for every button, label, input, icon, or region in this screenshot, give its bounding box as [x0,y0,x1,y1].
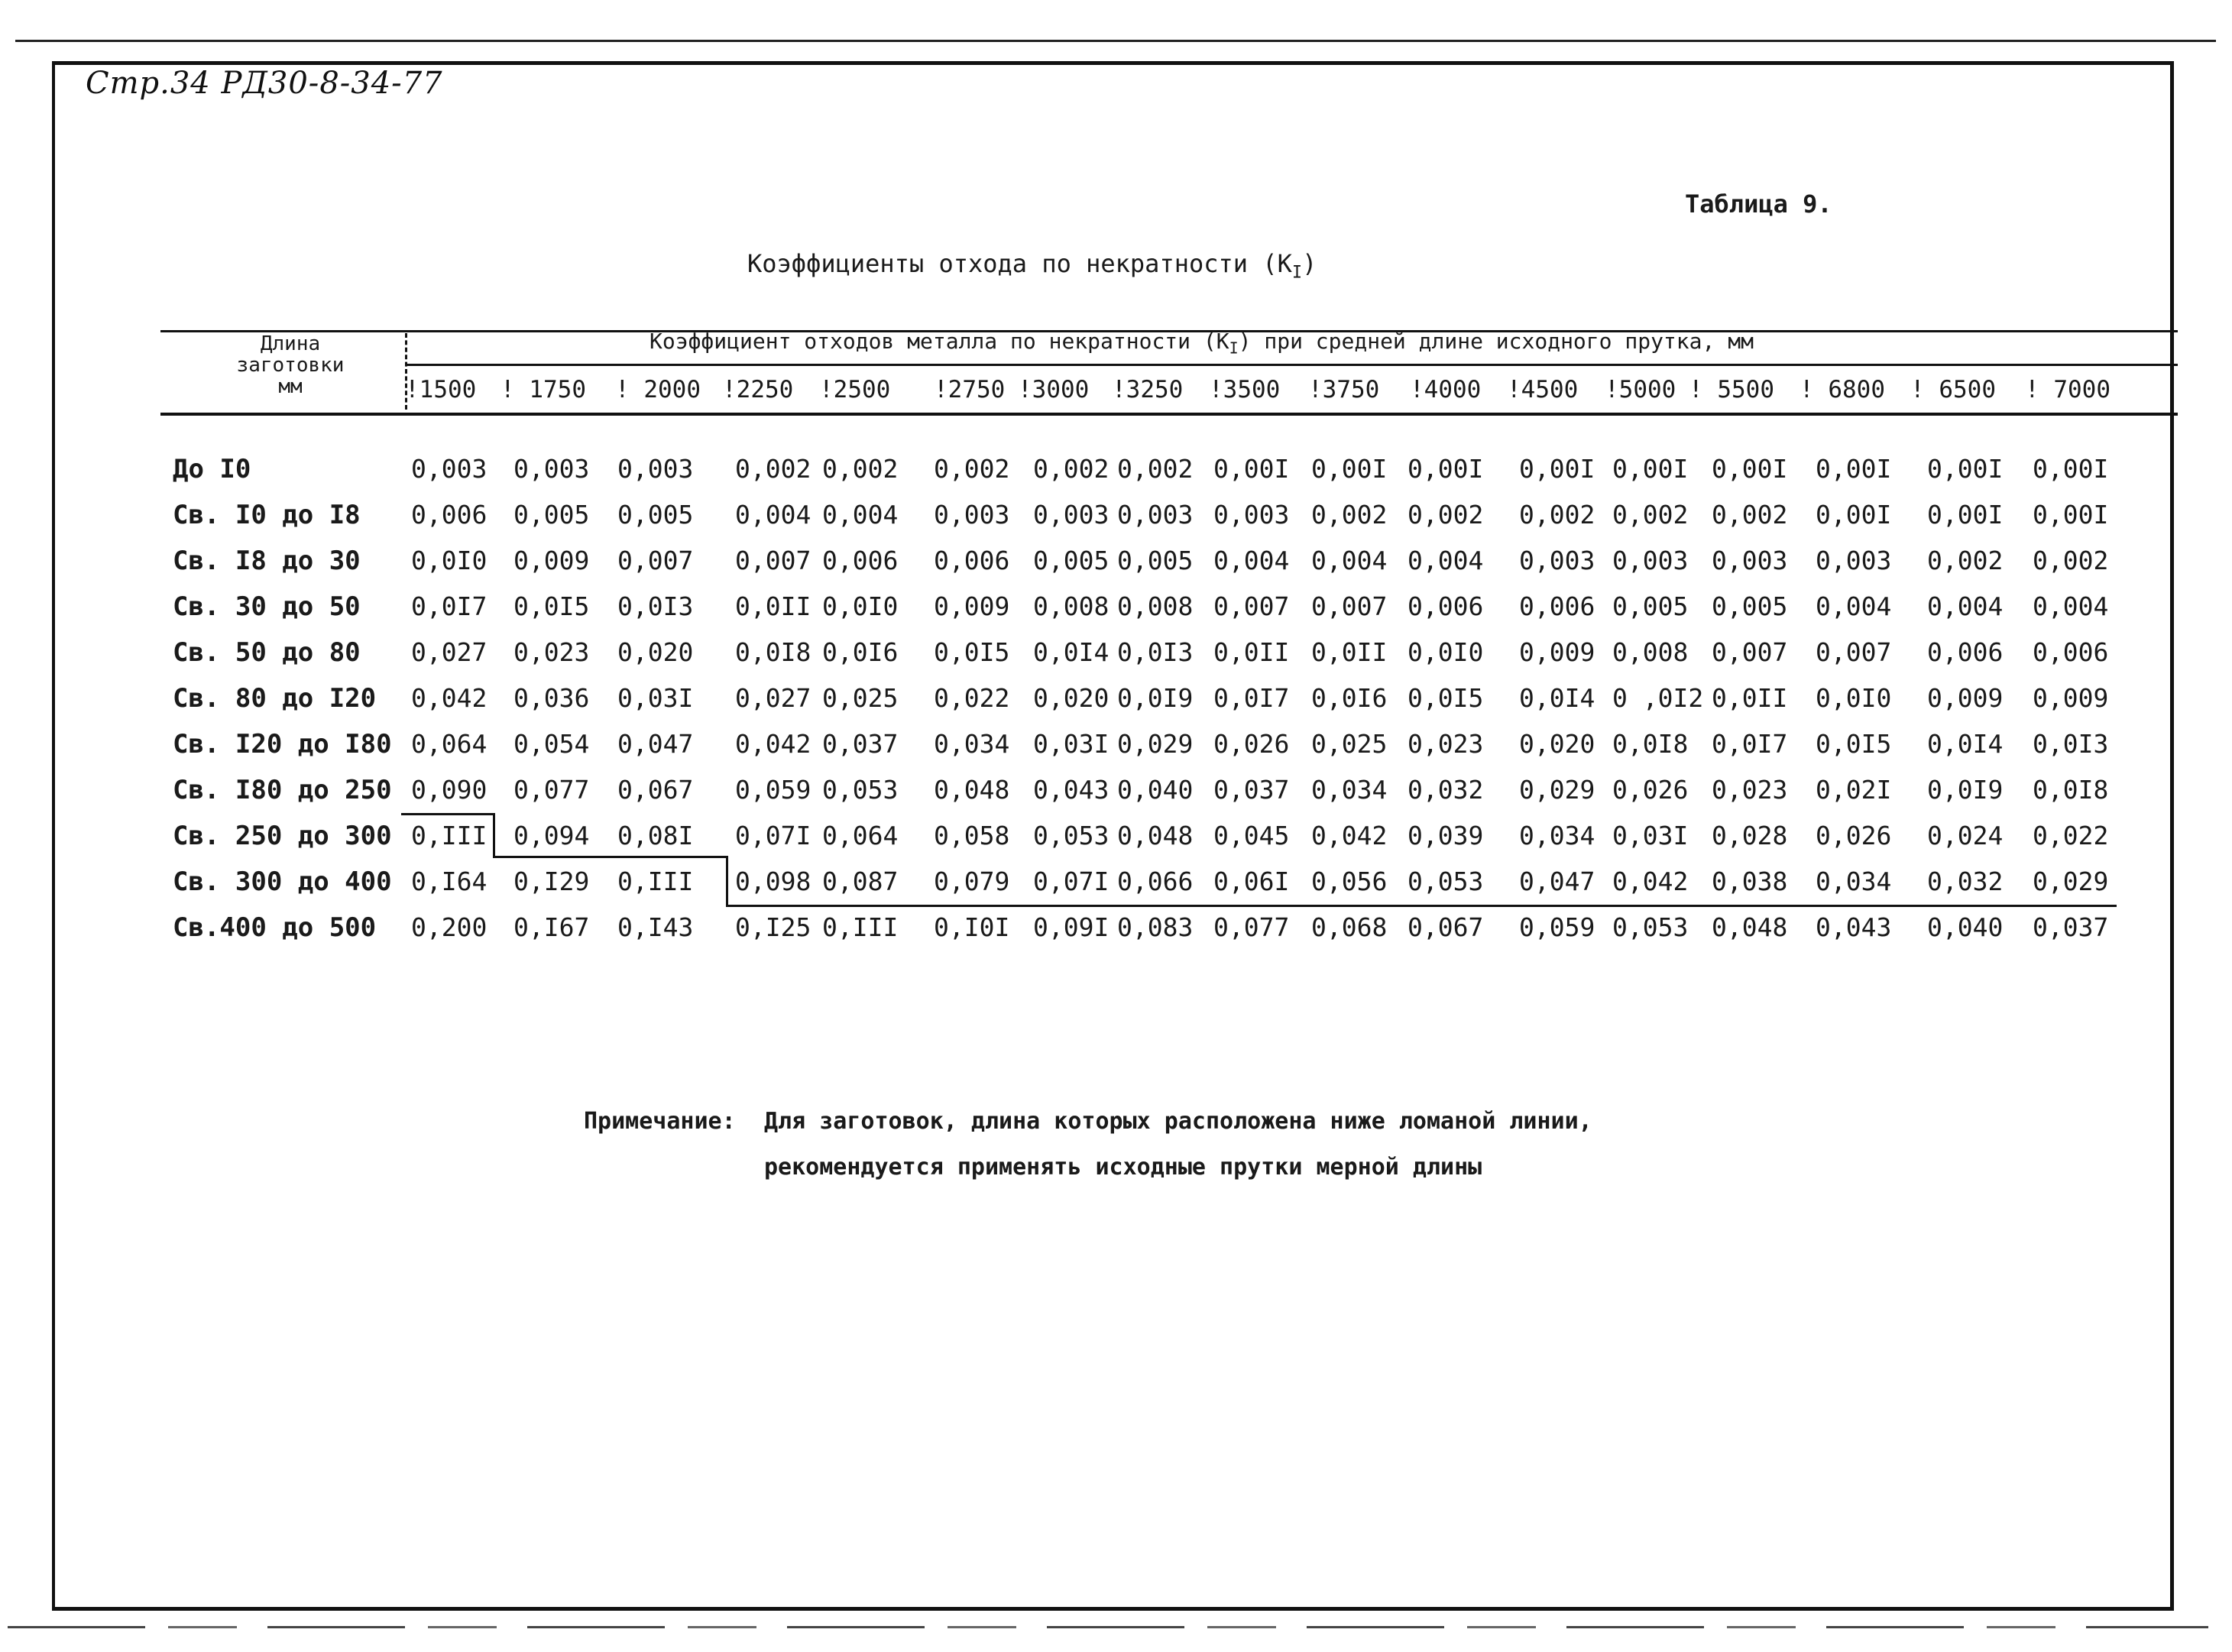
table-cell: 0,098 [735,866,811,896]
table-cell: 0,0I8 [735,637,811,667]
column-group-header: Коэффициент отходов металла по некратности $(K_I)$ при средней длине исходного прутка, мм [650,329,1754,358]
row-label: Св. 80 до I20 [173,683,377,714]
table-cell: 0,047 [617,729,694,759]
table-cell: 0,I0I [934,912,1010,942]
table-cell: 0,064 [411,729,488,759]
table-cell: 0,0I3 [2033,729,2109,759]
table-cell: 0,067 [617,775,694,805]
table-cell: 0,042 [411,683,488,713]
table-cell: 0,005 [1712,591,1788,621]
row-label: Св. I0 до I8 [173,500,361,530]
table-cell: 0,027 [735,683,811,713]
table-cell: 0,025 [1311,729,1388,759]
table-cell: 0,0I8 [1612,729,1689,759]
column-header: !5000 [1605,376,1676,403]
table-cell: 0,0I4 [1927,729,2004,759]
table-cell: 0,002 [1117,454,1194,484]
broken-line-segment [401,813,494,815]
table-cell: 0,III [822,912,899,942]
column-header: ! 6800 [1800,376,1885,403]
table-cell: 0,003 [1213,500,1290,530]
table-cell: 0,002 [1612,500,1689,530]
table-cell: 0,042 [735,729,811,759]
table-cell: 0,042 [1311,821,1388,850]
table-cell: 0,0I5 [1408,683,1484,713]
table-cell: 0,040 [1117,775,1194,805]
table-cell: 0,0I0 [411,546,488,575]
table-cell: 0,006 [1519,591,1595,621]
table-cell: 0,00I [1712,454,1788,484]
table-cell: 0,0I5 [1816,729,1892,759]
table-cell: 0,020 [1033,683,1110,713]
table-cell: 0,039 [1408,821,1484,850]
table-cell: 0,034 [934,729,1010,759]
table-cell: 0,III [617,866,694,896]
table-cell: 0,004 [1927,591,2004,621]
broken-line-segment [726,905,2117,907]
table-cell: 0,053 [822,775,899,805]
table-cell: 0,020 [617,637,694,667]
table-cell: 0,002 [822,454,899,484]
table-cell: 0,00I [1927,454,2004,484]
column-header: !2750 [934,376,1006,403]
table-cell: 0,003 [934,500,1010,530]
table-cell: 0,045 [1213,821,1290,850]
table-cell: 0,029 [1117,729,1194,759]
scan-edge-bottom [8,1626,2208,1628]
table-cell: 0,064 [822,821,899,850]
row-label: Св. 50 до 80 [173,637,361,668]
table-cell: 0,028 [1712,821,1788,850]
table-cell: 0,048 [1712,912,1788,942]
table-cell: 0,004 [1213,546,1290,575]
column-header: !4000 [1410,376,1482,403]
table-cell: 0,043 [1033,775,1110,805]
column-header: !3500 [1209,376,1281,403]
table-cell: 0,053 [1033,821,1110,850]
table-cell: 0,006 [934,546,1010,575]
table-cell: 0,002 [1408,500,1484,530]
table-cell: 0,053 [1612,912,1689,942]
table-cell: 0,005 [1612,591,1689,621]
table-number: Таблица 9. [1685,189,1832,219]
table-cell: 0,002 [2033,546,2109,575]
table-cell: 0,07I [735,821,811,850]
document-stamp: Стр.34 РД30-8-34-77 [86,66,443,101]
table-cell: 0,0I0 [1408,637,1484,667]
table-cell: 0,0I9 [1117,683,1194,713]
column-header: !2250 [722,376,794,403]
table-cell: 0,0I7 [1213,683,1290,713]
table-cell: 0,I67 [513,912,590,942]
column-header: ! 5500 [1689,376,1774,403]
row-label: Св. I8 до 30 [173,546,361,576]
note-text-line-1: Для заготовок, длина которых расположена ниже ломаной линии, [764,1108,1592,1135]
table-cell: 0,058 [934,821,1010,850]
table-cell: 0,200 [411,912,488,942]
row-header-line: Длина [260,332,321,355]
column-header: ! 6500 [1910,376,1996,403]
header-bottom-rule [160,413,2178,416]
table-cell: 0,034 [1519,821,1595,850]
table-cell: 0,004 [735,500,811,530]
table-cell: 0,009 [934,591,1010,621]
broken-line-segment [493,813,495,857]
table-cell: 0,006 [2033,637,2109,667]
table-cell: 0,023 [1408,729,1484,759]
table-cell: 0,037 [2033,912,2109,942]
table-cell: 0,004 [1311,546,1388,575]
header-sub-rule [405,364,2178,366]
table-cell: 0,03I [1612,821,1689,850]
table-cell: 0,002 [1311,500,1388,530]
table-cell: 0,026 [1213,729,1290,759]
table-cell: 0,06I [1213,866,1290,896]
column-header: ! 1750 [500,376,586,403]
table-cell: 0,020 [1519,729,1595,759]
table-cell: 0,00I [2033,500,2109,530]
table-cell: 0,007 [617,546,694,575]
table-cell: 0,077 [513,775,590,805]
table-cell: 0,009 [2033,683,2109,713]
table-cell: 0,007 [1311,591,1388,621]
table-cell: 0,083 [1117,912,1194,942]
table-cell: 0,003 [1033,500,1110,530]
table-cell: 0,087 [822,866,899,896]
table-cell: 0,005 [617,500,694,530]
table-cell: 0,00I [1311,454,1388,484]
table-cell: 0,0I3 [617,591,694,621]
row-label: До I0 [173,454,251,484]
table-cell: 0,029 [2033,866,2109,896]
table-cell: 0,008 [1612,637,1689,667]
table-cell: 0,I64 [411,866,488,896]
table-cell: 0,053 [1408,866,1484,896]
table-cell: 0,059 [735,775,811,805]
table-cell: 0,0I5 [513,591,590,621]
table-cell: 0,054 [513,729,590,759]
table-cell: 0,026 [1816,821,1892,850]
row-label: Св. 30 до 50 [173,591,361,622]
scan-edge-top [15,40,2216,42]
table-cell: 0,006 [1408,591,1484,621]
table-cell: 0,002 [1712,500,1788,530]
note-label: Примечание: [584,1108,736,1135]
table-cell: 0,00I [1612,454,1689,484]
table-cell: 0,0II [1213,637,1290,667]
row-header-line: мм [278,375,303,398]
table-cell: 0,III [411,821,488,850]
table-cell: 0,002 [1033,454,1110,484]
table-cell: 0,0I8 [2033,775,2109,805]
table-cell: 0,090 [411,775,488,805]
table-cell: 0,023 [513,637,590,667]
table-cell: 0,0I6 [822,637,899,667]
row-label: Св. 250 до 300 [173,821,392,851]
table-cell: 0,0I4 [1033,637,1110,667]
table-cell: 0,043 [1816,912,1892,942]
row-label: Св.400 до 500 [173,912,377,943]
table-cell: 0,0I5 [934,637,1010,667]
table-cell: 0,002 [934,454,1010,484]
table-cell: 0,077 [1213,912,1290,942]
table-cell: 0,006 [411,500,488,530]
table-cell: 0,I29 [513,866,590,896]
table-cell: 0,003 [1816,546,1892,575]
table-cell: 0,007 [1816,637,1892,667]
table-cell: 0,003 [513,454,590,484]
table-cell: 0,0II [1712,683,1788,713]
column-header: !3750 [1308,376,1380,403]
row-header-title [160,333,420,397]
table-cell: 0,006 [822,546,899,575]
table-cell: 0,0I4 [1519,683,1595,713]
broken-line-segment [726,856,728,906]
table-cell: 0,005 [513,500,590,530]
table-cell: 0,037 [1213,775,1290,805]
table-cell: 0,022 [934,683,1010,713]
table-cell: 0,004 [822,500,899,530]
table-cell: 0,023 [1712,775,1788,805]
table-cell: 0,006 [1927,637,2004,667]
table-cell: 0,042 [1612,866,1689,896]
table-cell: 0,048 [934,775,1010,805]
table-cell: 0,094 [513,821,590,850]
table-cell: 0,007 [1712,637,1788,667]
table-cell: 0,067 [1408,912,1484,942]
table-cell: 0,029 [1519,775,1595,805]
table-cell: 0,005 [1117,546,1194,575]
table-cell: 0,03I [1033,729,1110,759]
table-cell: 0,032 [1927,866,2004,896]
row-label: Св. I80 до 250 [173,775,392,805]
table-cell: 0,003 [411,454,488,484]
table-cell: 0,00I [1927,500,2004,530]
table-cell: 0,0II [735,591,811,621]
table-cell: 0,007 [735,546,811,575]
table-cell: 0,004 [1408,546,1484,575]
column-header: !3000 [1018,376,1090,403]
table-cell: 0,00I [2033,454,2109,484]
column-header: !3250 [1112,376,1184,403]
table-cell: 0,0I7 [1712,729,1788,759]
table-cell: 0,009 [513,546,590,575]
table-cell: 0,056 [1311,866,1388,896]
note-text-line-2: рекомендуется применять исходные прутки мерной длины [764,1154,1482,1181]
table-cell: 0,025 [822,683,899,713]
table-cell: 0,038 [1712,866,1788,896]
table-cell: 0,00I [1519,454,1595,484]
column-header: !2500 [819,376,891,403]
table-cell: 0,048 [1117,821,1194,850]
table-cell: 0,027 [411,637,488,667]
table-cell: 0,0I9 [1927,775,2004,805]
table-cell: 0,00I [1816,454,1892,484]
row-label: Св. 300 до 400 [173,866,392,897]
table-cell: 0,0I0 [822,591,899,621]
table-cell: 0,037 [822,729,899,759]
table-cell: 0,03I [617,683,694,713]
table-cell: 0,0II [1311,637,1388,667]
table-cell: 0,0I6 [1311,683,1388,713]
table-cell: 0,I25 [735,912,811,942]
table-cell: 0,007 [1213,591,1290,621]
table-cell: 0,003 [1612,546,1689,575]
table-cell: 0,008 [1117,591,1194,621]
table-cell: 0,00I [1408,454,1484,484]
table-cell: 0,004 [1816,591,1892,621]
table-cell: 0,07I [1033,866,1110,896]
table-cell: 0,09I [1033,912,1110,942]
table-cell: 0,026 [1612,775,1689,805]
column-header: !4500 [1507,376,1579,403]
table-cell: 0,066 [1117,866,1194,896]
table-cell: 0,0I7 [411,591,488,621]
column-header: ! 2000 [615,376,701,403]
table-cell: 0,02I [1816,775,1892,805]
row-label: Св. I20 до I80 [173,729,392,760]
table-cell: 0,08I [617,821,694,850]
table-cell: 0,003 [1712,546,1788,575]
table-cell: 0,036 [513,683,590,713]
table-cell: 0,034 [1311,775,1388,805]
column-header: ! 7000 [2025,376,2111,403]
table-title: Коэффициенты отхода по некратности $(K_I)$ [747,249,1317,283]
table-cell: 0,00I [1816,500,1892,530]
table-cell: 0,022 [2033,821,2109,850]
table-cell: 0,032 [1408,775,1484,805]
table-cell: 0,005 [1033,546,1110,575]
table-cell: 0 ,0I2 [1612,683,1704,713]
table-cell: 0,002 [1927,546,2004,575]
table-cell: 0,002 [1519,500,1595,530]
table-cell: 0,002 [735,454,811,484]
table-cell: 0,0I3 [1117,637,1194,667]
table-cell: 0,009 [1927,683,2004,713]
table-cell: 0,059 [1519,912,1595,942]
table-cell: 0,008 [1033,591,1110,621]
table-cell: 0,00I [1213,454,1290,484]
table-cell: 0,034 [1816,866,1892,896]
table-cell: 0,004 [2033,591,2109,621]
table-cell: 0,024 [1927,821,2004,850]
table-cell: 0,009 [1519,637,1595,667]
table-cell: 0,047 [1519,866,1595,896]
table-cell: 0,040 [1927,912,2004,942]
broken-line-segment [493,856,726,858]
column-header: !1500 [405,376,477,403]
table-cell: 0,0I0 [1816,683,1892,713]
table-cell: 0,003 [617,454,694,484]
table-cell: 0,079 [934,866,1010,896]
table-cell: 0,068 [1311,912,1388,942]
row-header-line: заготовки [236,354,345,377]
table-cell: 0,003 [1117,500,1194,530]
table-cell: 0,I43 [617,912,694,942]
table-cell: 0,003 [1519,546,1595,575]
